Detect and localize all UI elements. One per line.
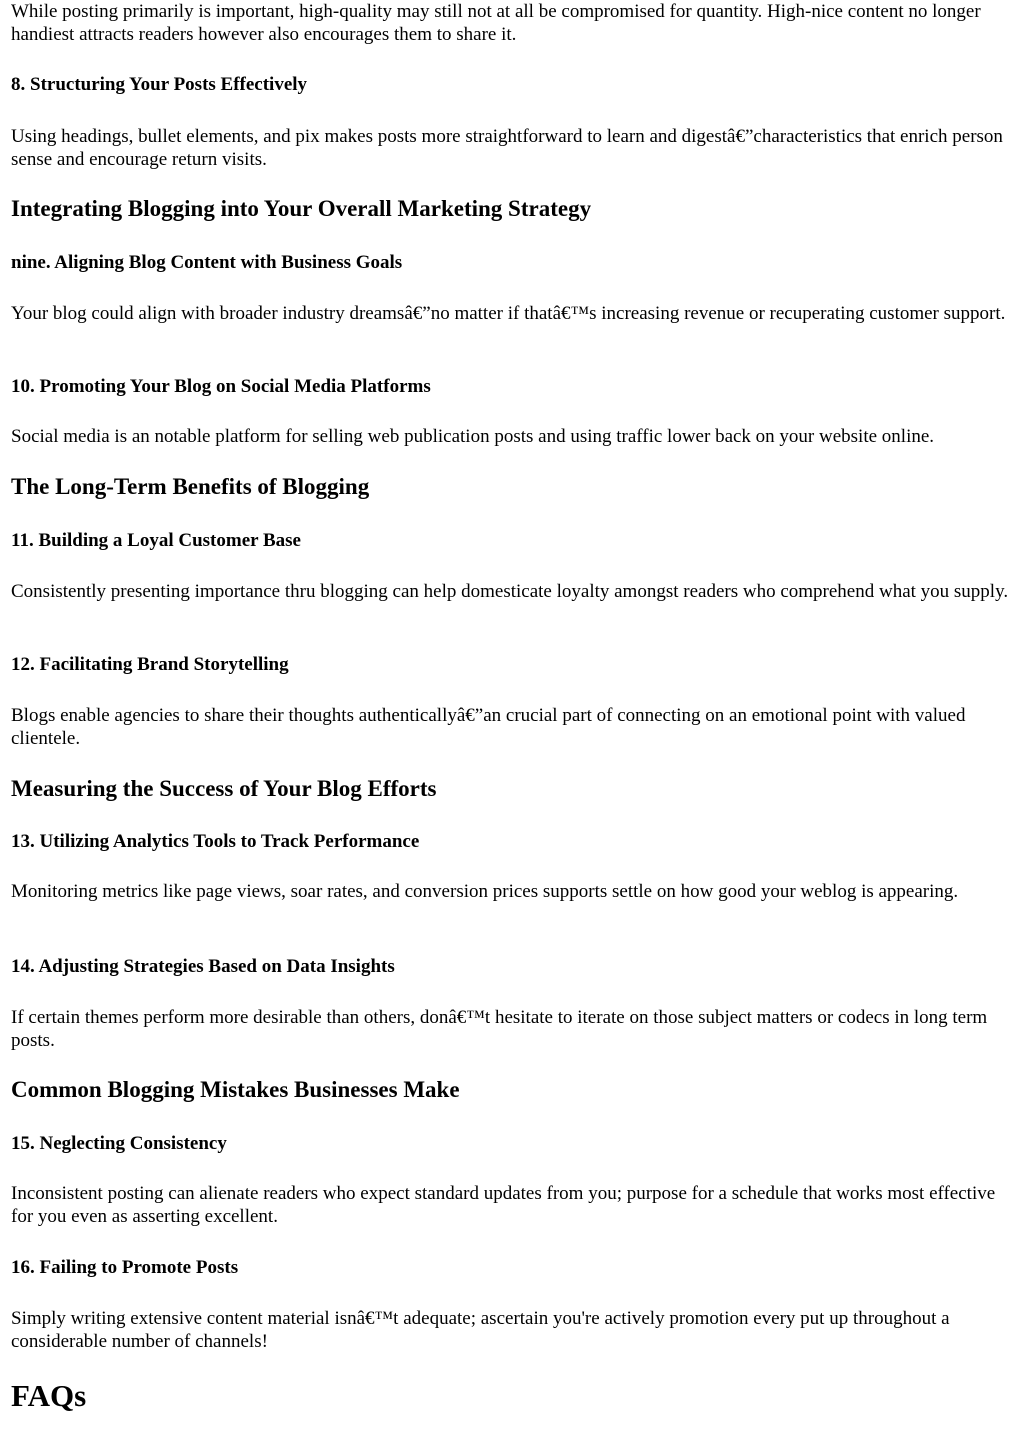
heading-common-mistakes: Common Blogging Mistakes Businesses Make bbox=[11, 1077, 460, 1102]
heading-aligning-content: nine. Aligning Blog Content with Business Goals bbox=[11, 252, 403, 273]
paragraph-structuring-posts: Using headings, bullet elements, and pix makes posts more straightforward to learn and digestâ€”characteristics that enrich person sense and encourage return visits. bbox=[11, 126, 1003, 170]
heading-brand-storytelling: 12. Facilitating Brand Storytelling bbox=[11, 654, 289, 675]
heading-neglecting-consistency: 15. Neglecting Consistency bbox=[11, 1133, 227, 1154]
heading-failing-promote: 16. Failing to Promote Posts bbox=[11, 1257, 239, 1278]
intro-paragraph: While posting primarily is important, high-quality may still not at all be compromised for quantity. High-nice content no longer handiest attracts readers however also encourages them to share it. bbox=[11, 1, 981, 45]
paragraph-analytics-tools: Monitoring metrics like page views, soar rates, and conversion prices supports settle on how good your weblog is appearing. bbox=[11, 881, 959, 902]
paragraph-aligning-content: Your blog could align with broader industry dreamsâ€”no matter if thatâ€™s increasing revenue or recuperating customer support. bbox=[11, 303, 1006, 324]
heading-measuring-success: Measuring the Success of Your Blog Efforts bbox=[11, 776, 437, 801]
heading-adjusting-strategies: 14. Adjusting Strategies Based on Data Insights bbox=[11, 956, 395, 977]
heading-promoting-social: 10. Promoting Your Blog on Social Media Platforms bbox=[11, 376, 431, 397]
heading-loyal-customer: 11. Building a Loyal Customer Base bbox=[11, 530, 301, 551]
paragraph-neglecting-consistency: Inconsistent posting can alienate readers who expect standard updates from you; purpose for a schedule that works most effective for you even as asserting excellent. bbox=[11, 1183, 996, 1227]
paragraph-promoting-social: Social media is an notable platform for selling web publication posts and using traffic lower back on your website online. bbox=[11, 426, 935, 447]
heading-long-term-benefits: The Long-Term Benefits of Blogging bbox=[11, 474, 370, 499]
paragraph-loyal-customer: Consistently presenting importance thru blogging can help domesticate loyalty amongst readers who comprehend what you supply. bbox=[11, 581, 1009, 602]
paragraph-failing-promote: Simply writing extensive content material isnâ€™t adequate; ascertain you're actively promotion every put up throughout a considerable number of channels! bbox=[11, 1308, 950, 1352]
heading-faqs: FAQs bbox=[11, 1378, 87, 1413]
heading-analytics-tools: 13. Utilizing Analytics Tools to Track Performance bbox=[11, 831, 420, 852]
paragraph-brand-storytelling: Blogs enable agencies to share their thoughts authenticallyâ€”an crucial part of connecting on an emotional point with valued clientele. bbox=[11, 705, 966, 749]
paragraph-adjusting-strategies: If certain themes perform more desirable than others, donâ€™t hesitate to iterate on those subject matters or codecs in long term posts. bbox=[11, 1007, 988, 1051]
heading-integrating-blogging: Integrating Blogging into Your Overall Marketing Strategy bbox=[11, 196, 592, 221]
heading-structuring-posts: 8. Structuring Your Posts Effectively bbox=[11, 74, 308, 95]
